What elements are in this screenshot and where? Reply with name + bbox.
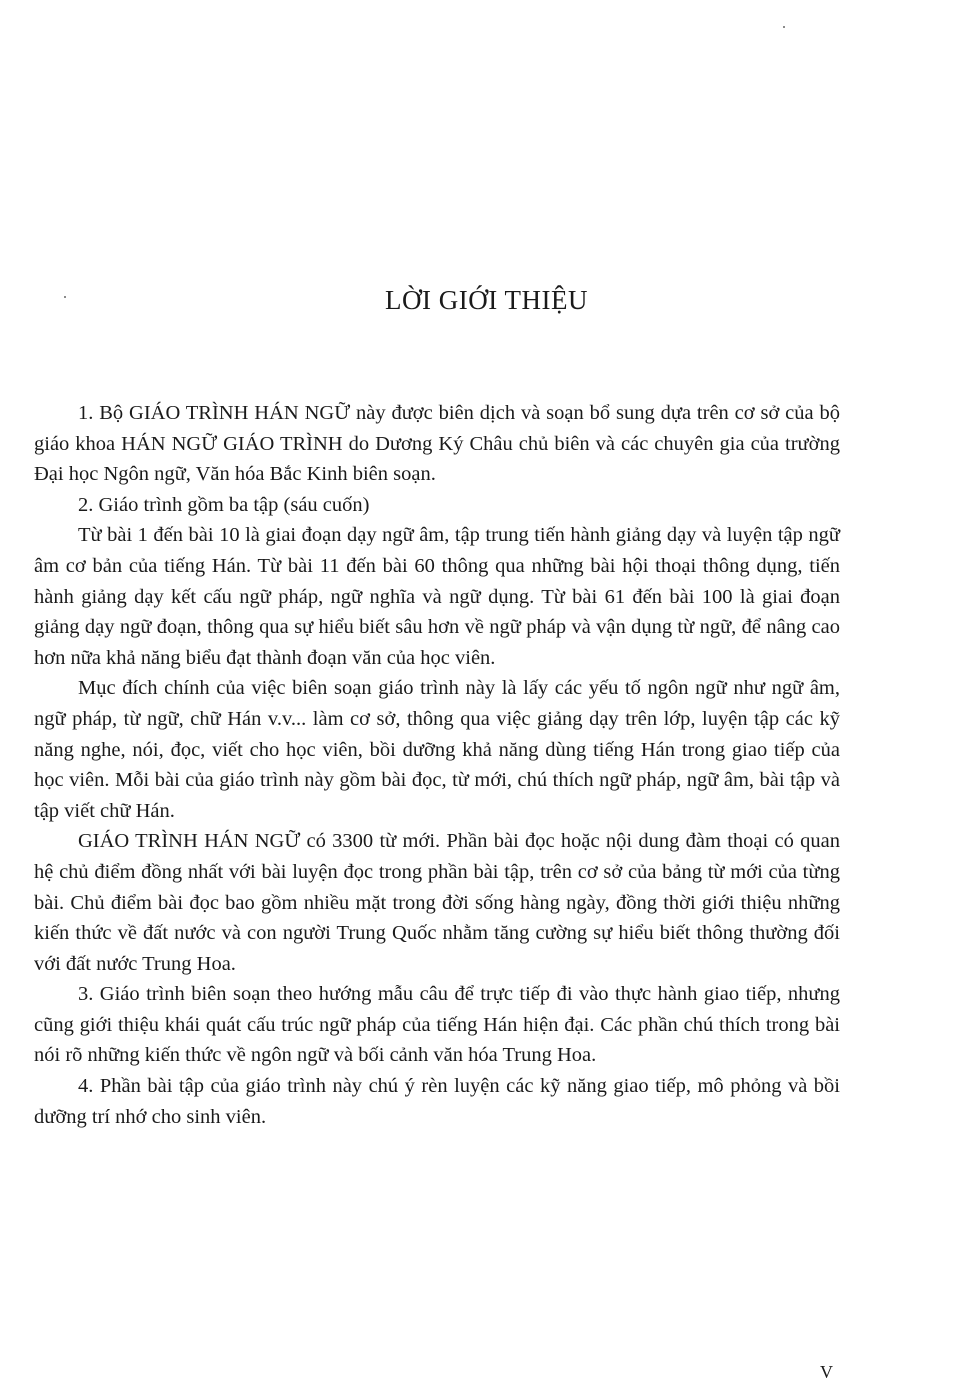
paragraph-1: 1. Bộ GIÁO TRÌNH HÁN NGỮ này được biên dịch và soạn bổ sung dựa trên cơ sở của bộ giáo khoa HÁN NGỮ GIÁO TRÌNH do Dương Ký Châu chủ biên và các chuyên gia của trường Đại học Ngôn ngữ, Văn hóa Bắc Kinh biên soạn. bbox=[34, 402, 840, 486]
paragraph-4: Mục đích chính của việc biên soạn giáo trình này là lấy các yếu tố ngôn ngữ như ngữ âm, ngữ pháp, từ ngữ, chữ Hán v.v... làm cơ sở, thông qua việc giảng dạy trên lớp, luyện tập các kỹ năng nghe, nói, đọc, viết cho học viên, bồi dưỡng khả năng dùng tiếng Hán trong giao tiếp của học viên. Mỗi bài của giáo trình này gồm bài đọc, từ mới, chú thích ngữ pháp, ngữ âm, bài tập và tập viết chữ Hán. bbox=[34, 677, 840, 822]
paragraph-2: 2. Giáo trình gồm ba tập (sáu cuốn) bbox=[78, 493, 370, 516]
page-number: V bbox=[820, 1362, 833, 1382]
paragraph-7: 4. Phần bài tập của giáo trình này chú ý rèn luyện các kỹ năng giao tiếp, mô phỏng và bồi dưỡng trí nhớ cho sinh viên. bbox=[34, 1075, 840, 1128]
paragraph-6: 3. Giáo trình biên soạn theo hướng mẫu câu để trực tiếp đi vào thực hành giao tiếp, nhưng cũng giới thiệu khái quát cấu trúc ngữ pháp của tiếng Hán hiện đại. Các phần chú thích trong bài nói rõ những kiến thức về ngôn ngữ và bối cảnh văn hóa Trung Hoa. bbox=[34, 983, 840, 1067]
page-title: LỜI GIỚI THIỆU bbox=[385, 285, 588, 315]
body-text bbox=[34, 398, 840, 1132]
paragraph-5: GIÁO TRÌNH HÁN NGỮ có 3300 từ mới. Phần bài đọc hoặc nội dung đàm thoại có quan hệ chủ điểm đồng nhất với bài luyện đọc trong phần bài tập, trên cơ sở của bảng từ mới của từng bài. Chủ điểm bài đọc bao gồm nhiều mặt trong đời sống hàng ngày, đồng thời giới thiệu những kiến thức về đất nước và con người Trung Quốc nhằm tăng cường sự hiểu biết thông thường đối với đất nước Trung Hoa. bbox=[34, 830, 840, 975]
paragraph-3: Từ bài 1 đến bài 10 là giai đoạn dạy ngữ âm, tập trung tiến hành giảng dạy và luyện tập ngữ âm cơ bản của tiếng Hán. Từ bài 11 đến bài 60 thông qua những bài hội thoại thông dụng, tiến hành giảng dạy kết cấu ngữ pháp, ngữ nghĩa và ngữ dụng. Từ bài 61 đến bài 100 là giai đoạn giảng dạy ngữ đoạn, thông qua sự hiểu biết sâu hơn về ngữ pháp và vận dụng từ ngữ, để nâng cao hơn nữa khả năng biểu đạt thành đoạn văn của học viên. bbox=[34, 524, 840, 669]
scan-speck bbox=[783, 26, 785, 28]
